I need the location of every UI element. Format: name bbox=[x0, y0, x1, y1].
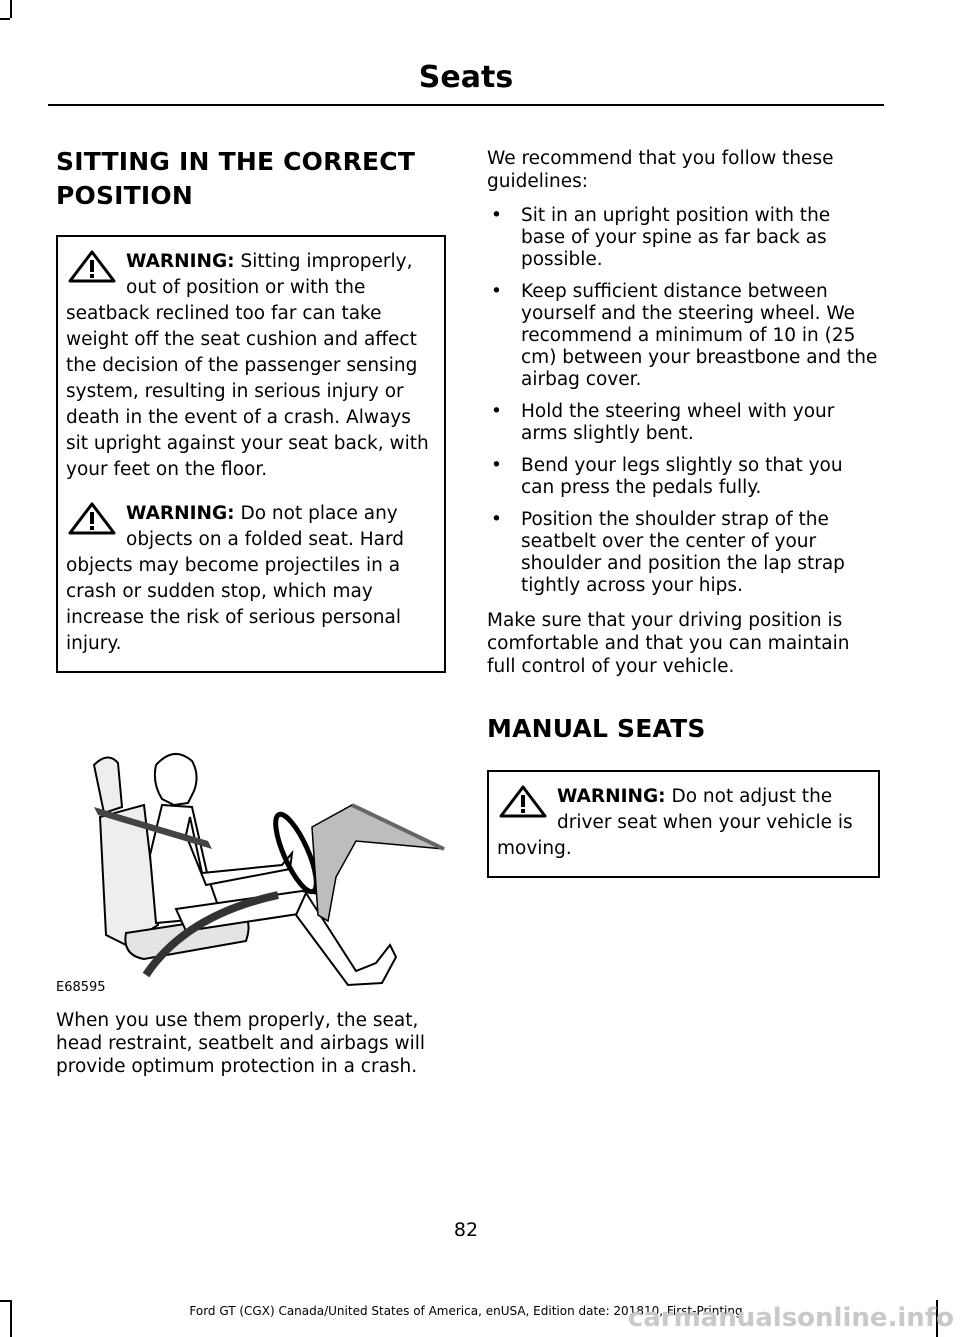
left-column bbox=[56, 145, 446, 1078]
warning-triangle-icon bbox=[66, 249, 122, 283]
seating-position-illustration bbox=[56, 745, 446, 995]
protection-paragraph: When you use them properly, the seat, head restraint, seatbelt and airbags will provide optimum protection in a crash. bbox=[56, 1010, 426, 1077]
warning-item bbox=[66, 249, 436, 483]
list-item bbox=[487, 509, 880, 597]
list-item bbox=[487, 205, 880, 271]
right-column bbox=[487, 147, 880, 878]
warning-text: Do not adjust the driver seat when your vehicle is moving. bbox=[497, 786, 853, 859]
list-item bbox=[487, 281, 880, 391]
warning-box bbox=[56, 235, 446, 673]
warning-item bbox=[497, 784, 870, 862]
warning-triangle-icon bbox=[497, 784, 553, 818]
driver-seating-diagram bbox=[56, 745, 446, 995]
warning-triangle-icon bbox=[66, 501, 122, 535]
bullet-icon: • bbox=[491, 455, 502, 476]
bullet-icon: • bbox=[491, 509, 502, 530]
figure-code: E68595 bbox=[56, 980, 106, 995]
header-divider bbox=[48, 104, 884, 106]
list-item-text: Keep sufficient distance between yourself and the steering wheel. We recommend a minimum of 10 in (25 cm) between your breastbone and the airbag cover. bbox=[521, 281, 878, 390]
guidelines-intro: We recommend that you follow these guidelines: bbox=[487, 148, 834, 192]
page-header-title: Seats bbox=[418, 60, 514, 95]
page-number: 82 bbox=[453, 1219, 479, 1241]
driving-position-paragraph: Make sure that your driving position is comfortable and that you can maintain full control of your vehicle. bbox=[487, 610, 850, 677]
heading-line: POSITION bbox=[56, 181, 194, 210]
heading-line: SITTING IN THE CORRECT bbox=[56, 147, 416, 176]
list-item bbox=[487, 455, 880, 499]
section-heading-sitting-position bbox=[56, 145, 446, 213]
list-item-text: Position the shoulder strap of the seatbelt over the center of your shoulder and position the lap strap tightly across your hips. bbox=[521, 509, 845, 596]
crop-mark bbox=[0, 18, 10, 20]
list-item-text: Hold the steering wheel with your arms slightly bent. bbox=[521, 401, 835, 444]
guidelines-list bbox=[487, 205, 880, 597]
footer-edition-info: Ford GT (CGX) Canada/United States of America, enUSA, Edition date: 201810, First-Printing bbox=[189, 1304, 743, 1318]
list-item-text: Sit in an upright position with the base of your spine as far back as possible. bbox=[521, 205, 831, 270]
warning-label: WARNING: bbox=[126, 503, 235, 524]
bullet-icon: • bbox=[491, 281, 502, 302]
warning-text: Do not place any objects on a folded seat. Hard objects may become projectiles in a crash or sudden stop, which may increase the risk of serious personal injury. bbox=[66, 503, 405, 654]
crop-mark bbox=[10, 0, 12, 18]
warning-box bbox=[487, 770, 880, 878]
bullet-icon: • bbox=[491, 205, 502, 226]
section-heading-manual-seats: MANUAL SEATS bbox=[487, 714, 706, 743]
warning-text: Sitting improperly, out of position or with the seatback reclined too far can take weight off the seat cushion and affect the decision of the passenger sensing system, resulting in serious injury or death in the event of a crash. Always sit upright against your seat back, with your feet on the floor. bbox=[66, 251, 429, 480]
warning-label: WARNING: bbox=[126, 251, 235, 272]
crop-mark bbox=[0, 1300, 10, 1302]
bullet-icon: • bbox=[491, 401, 502, 422]
warning-item bbox=[66, 501, 436, 657]
list-item bbox=[487, 401, 880, 445]
warning-label: WARNING: bbox=[557, 786, 666, 807]
watermark-text: carmanualsonline.info bbox=[627, 1303, 954, 1333]
list-item-text: Bend your legs slightly so that you can press the pedals fully. bbox=[521, 455, 843, 498]
